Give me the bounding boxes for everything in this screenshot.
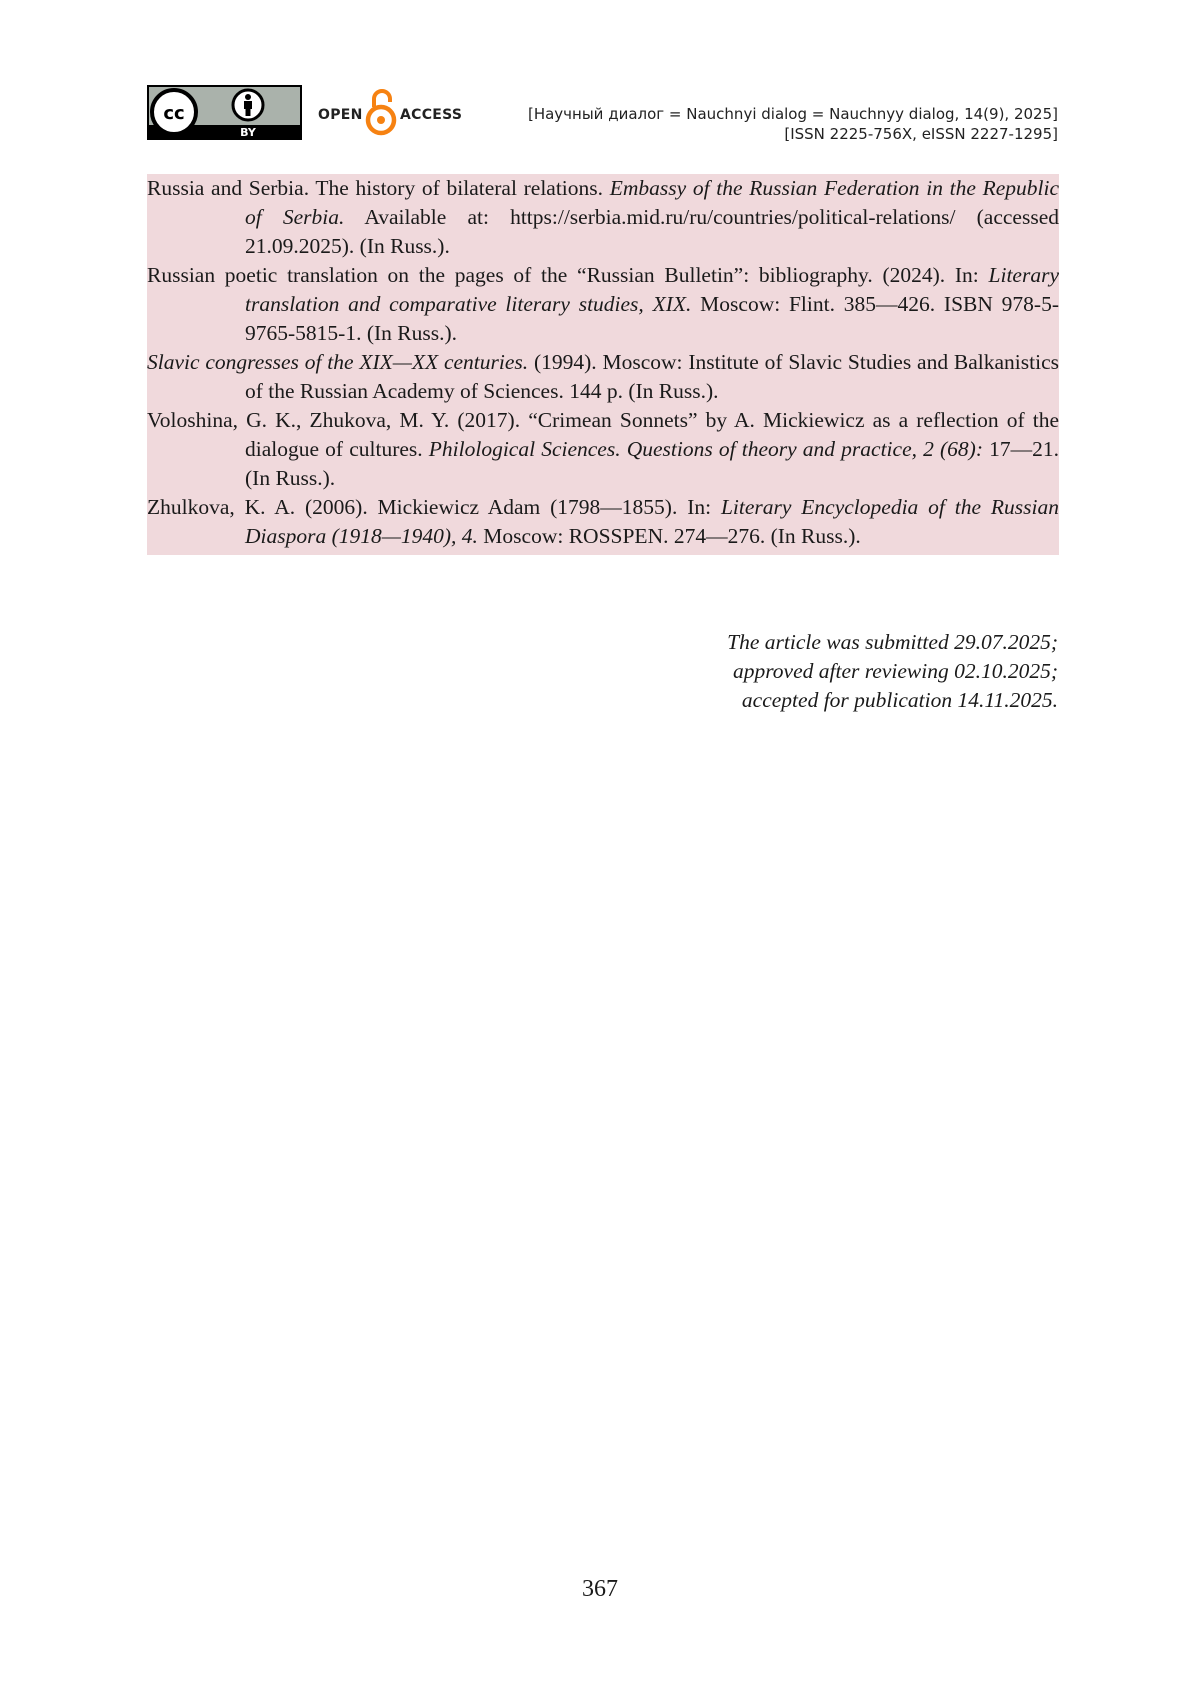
svg-text:cc: cc: [163, 103, 185, 124]
issn-line: [ISSN 2225-756X, eISSN 2227-1295]: [784, 125, 1058, 143]
reference-item: Russia and Serbia. The history of bilateral relations. Embassy of the Russian Federation in the Republic of Serbia. Available at: https://serbia.mid.ru/ru/countries/political-relations/ (accessed 21.09.2025). (In Russ.).: [147, 176, 1059, 258]
references-list: [147, 174, 1059, 555]
page-number: 367: [582, 1576, 618, 1602]
cc-icon: [152, 90, 196, 134]
article-dates: [727, 628, 1058, 715]
attribution-person-icon: [233, 90, 263, 120]
journal-citation: [Научный диалог = Nauchnyi dialog = Nauchnyy dialog, 14(9), 2025]: [527, 105, 1058, 123]
license-by-text: BY: [240, 126, 256, 139]
cc-by-license-badge: [147, 85, 302, 140]
open-access-logo: [318, 87, 463, 139]
running-head: [528, 104, 1058, 144]
approved-date: approved after reviewing 02.10.2025;: [732, 659, 1058, 683]
open-access-access-text: ACCESS: [400, 107, 463, 123]
accepted-date: accepted for publication 14.11.2025.: [741, 688, 1058, 712]
reference-item: Russian poetic translation on the pages of the “Russian Bulletin”: bibliography. (2024). In: Literary translation and comparative literary studies, XIX. Moscow: Flint. 385—426. ISBN 978-5-9765-5815-1. (In Russ.).: [147, 263, 1059, 345]
reference-item: Slavic congresses of the XIX—XX centuries. (1994). Moscow: Institute of Slavic Studies and Balkanistics of the Russian Academy of Sciences. 144 p. (In Russ.).: [147, 350, 1059, 403]
reference-item: Voloshina, G. K., Zhukova, M. Y. (2017). “Crimean Sonnets” by A. Mickiewicz as a reflection of the dialogue of cultures. Philological Sciences. Questions of theory and practice, 2 (68): 17—21. (In Russ.).: [147, 408, 1059, 490]
open-lock-icon: [365, 87, 397, 137]
submitted-date: The article was submitted 29.07.2025;: [727, 630, 1058, 654]
open-access-open-text: OPEN: [318, 107, 363, 123]
reference-item: Zhulkova, K. A. (2006). Mickiewicz Adam (1798—1855). In: Literary Encyclopedia of the Russian Diaspora (1918—1940), 4. Moscow: ROSSPEN. 274—276. (In Russ.).: [147, 495, 1059, 548]
